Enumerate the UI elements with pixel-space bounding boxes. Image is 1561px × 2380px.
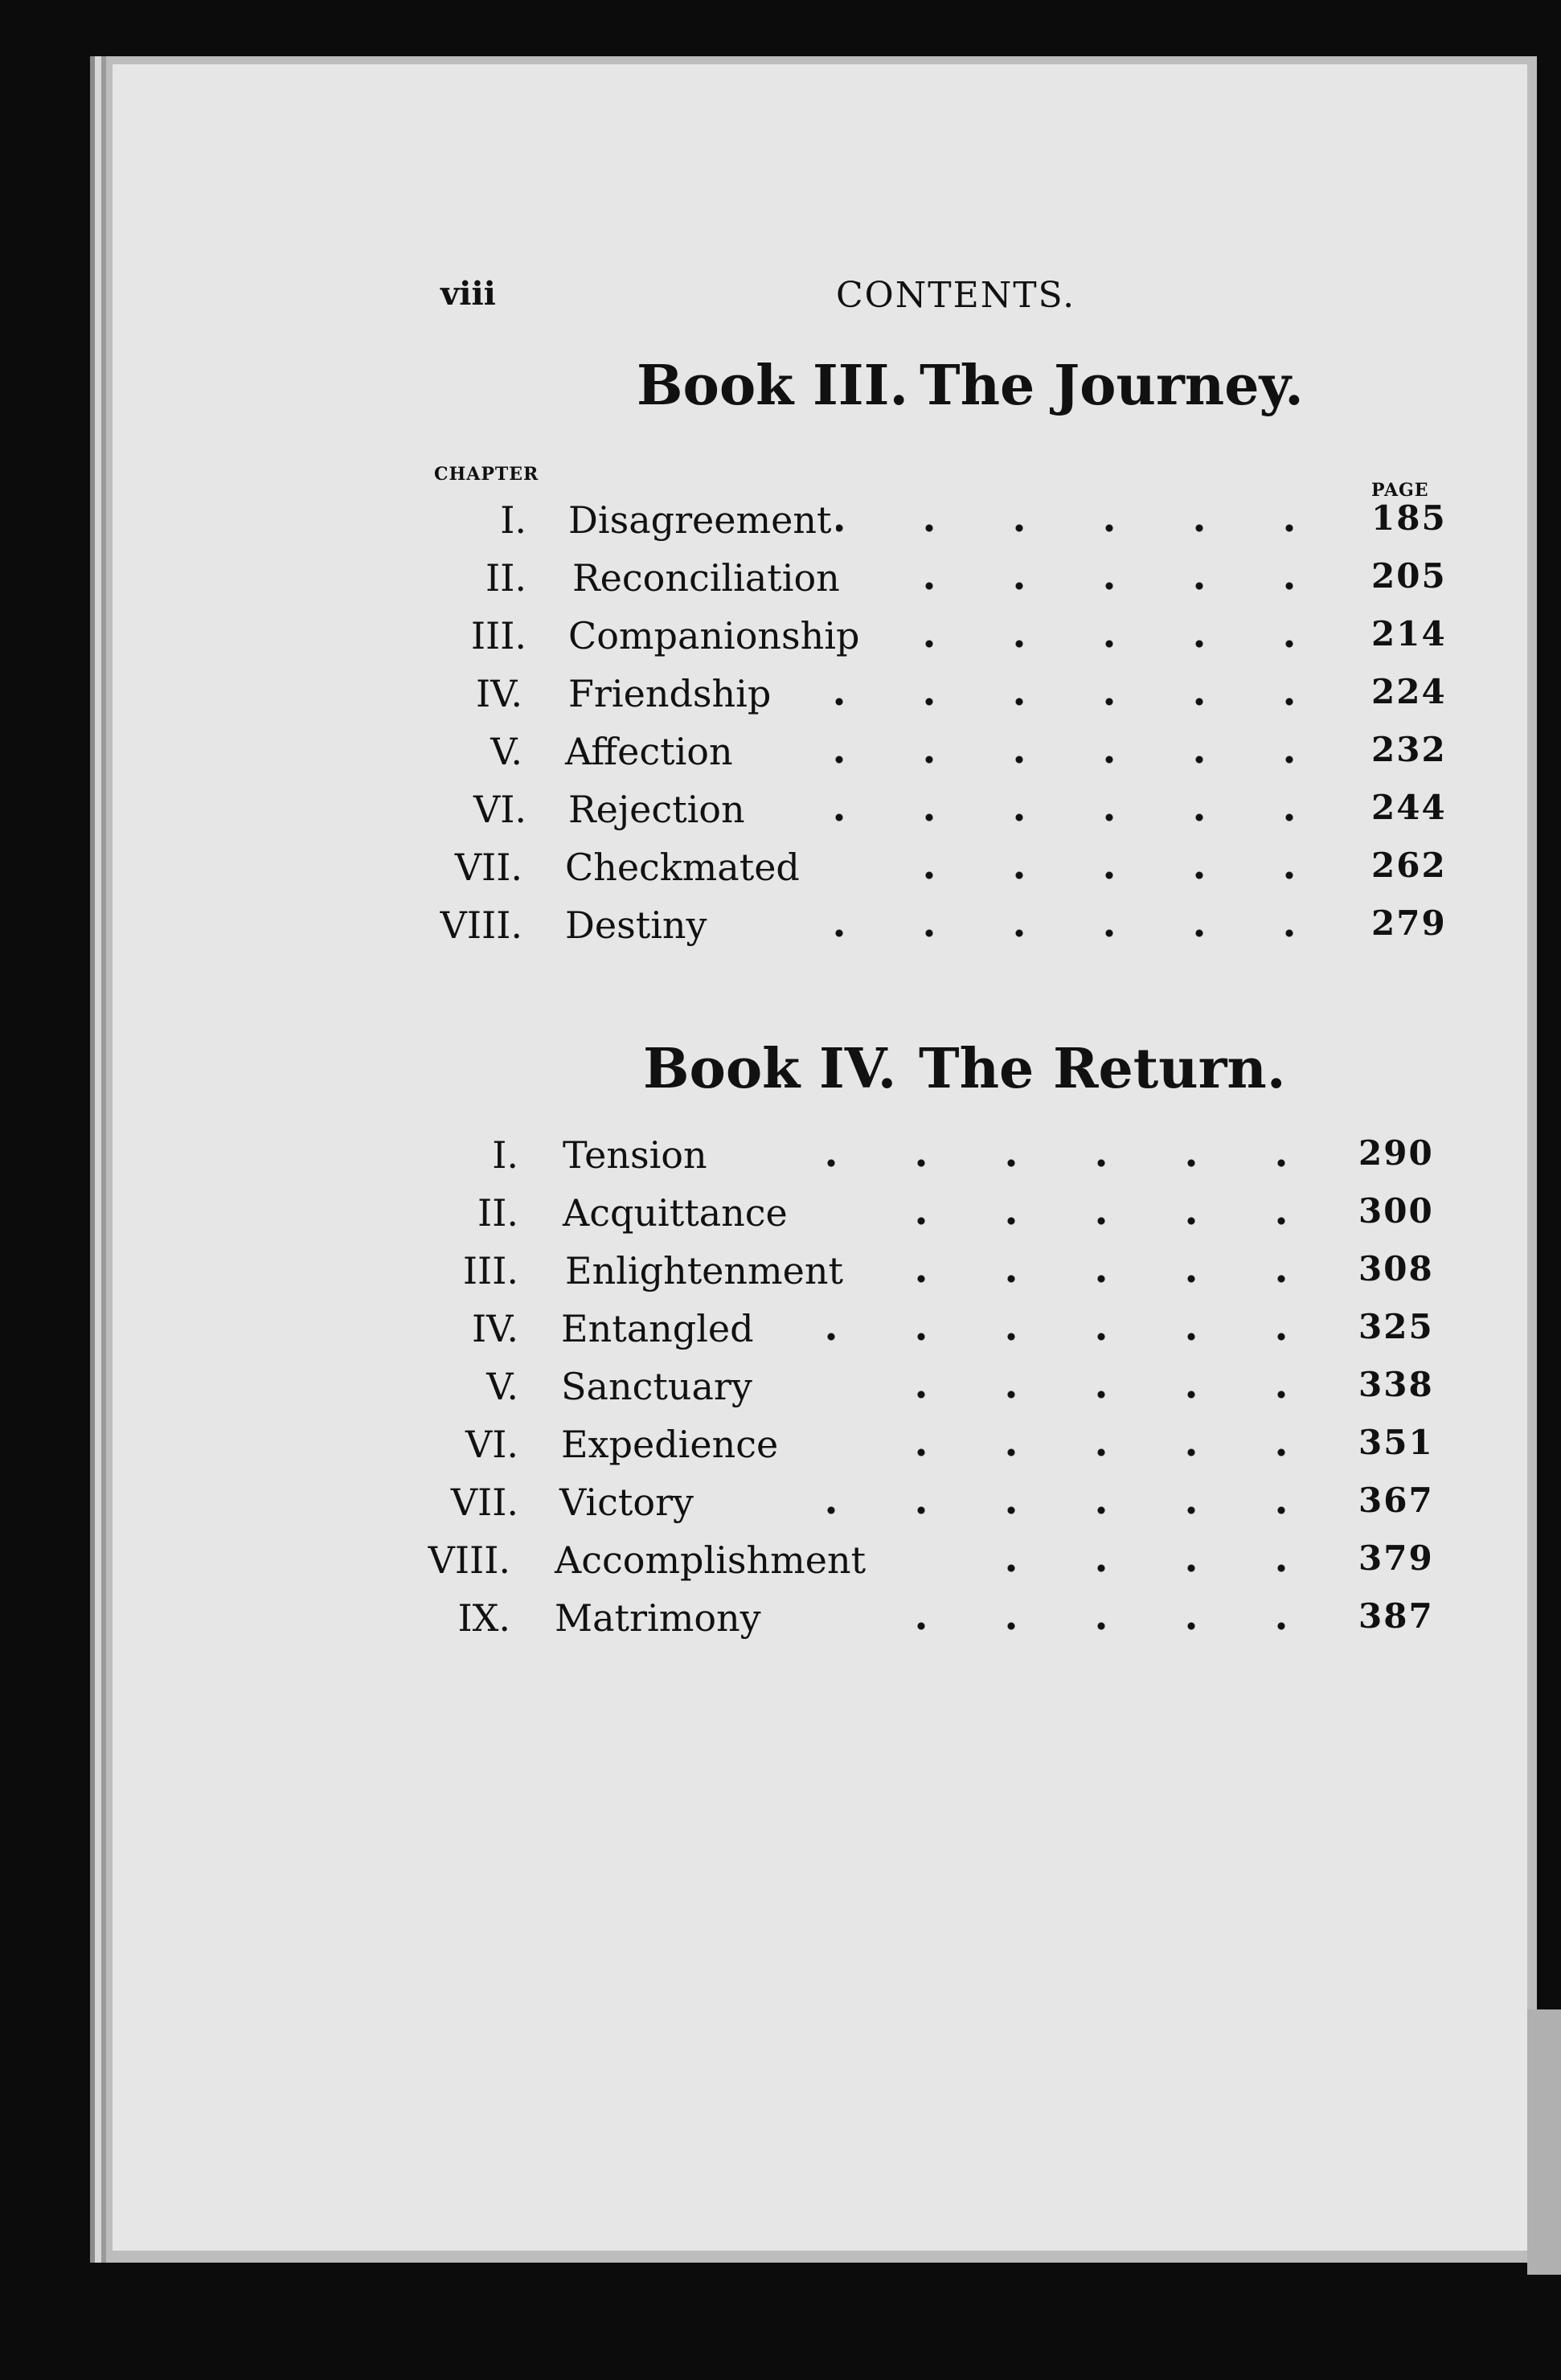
chapter-title: Entangled <box>561 1307 754 1350</box>
page-number: 262 <box>1371 846 1447 885</box>
running-head-title: CONTENTS. <box>836 275 1076 316</box>
chapter-number: VII. <box>454 846 522 889</box>
chapter-number: IX. <box>457 1596 510 1640</box>
chapter-title: Victory <box>559 1481 694 1524</box>
page-number: 205 <box>1371 556 1447 596</box>
page-number: 351 <box>1358 1423 1434 1462</box>
facing-page-edge <box>1527 2009 1561 2275</box>
toc-entry[interactable] <box>113 1596 1527 1654</box>
chapter-title: Tension <box>563 1133 707 1177</box>
chapter-column-label: CHAPTER <box>434 464 539 485</box>
chapter-title: Disagreement <box>568 498 832 542</box>
book-number: Book III. <box>637 354 909 418</box>
dot-leader <box>836 516 1334 540</box>
page-column-label: PAGE <box>1371 480 1429 501</box>
toc-entry[interactable] <box>113 1423 1527 1481</box>
toc-entry[interactable] <box>113 1538 1527 1596</box>
book-title: The Journey. <box>920 354 1304 418</box>
chapter-title: Enlightenment <box>565 1249 843 1292</box>
chapter-number: I. <box>500 498 526 542</box>
toc-entry[interactable] <box>113 903 1527 961</box>
toc-entry[interactable] <box>113 1133 1527 1191</box>
chapter-title: Matrimony <box>555 1596 761 1640</box>
chapter-title: Reconciliation <box>572 556 840 600</box>
book-title: The Return. <box>919 1037 1286 1101</box>
chapter-number: II. <box>477 1191 518 1235</box>
chapter-title: Affection <box>565 730 733 773</box>
page-number: 232 <box>1371 730 1447 769</box>
dot-leader <box>756 1151 1326 1175</box>
toc-entry[interactable] <box>113 1307 1527 1365</box>
page-number: 367 <box>1358 1481 1434 1520</box>
chapter-number: VII. <box>450 1481 518 1524</box>
page-folio: viii <box>440 275 496 313</box>
page-number: 300 <box>1358 1191 1434 1231</box>
chapter-title: Expedience <box>561 1423 779 1466</box>
chapter-number: V. <box>490 730 522 773</box>
page-number: 185 <box>1371 498 1447 538</box>
dot-leader <box>820 1325 1326 1349</box>
toc-list-book-3 <box>113 498 1527 961</box>
chapter-title: Sanctuary <box>561 1365 752 1408</box>
chapter-title: Companionship <box>568 614 860 657</box>
page-number: 244 <box>1371 788 1447 827</box>
chapter-number: IV. <box>476 672 522 715</box>
toc-entry[interactable] <box>113 1191 1527 1249</box>
page-number: 338 <box>1358 1365 1434 1404</box>
dot-leader <box>780 921 1334 945</box>
running-head <box>113 275 1527 323</box>
dot-leader <box>868 1209 1326 1233</box>
book-heading-3 <box>113 354 1527 426</box>
book-page <box>113 64 1527 2251</box>
book-heading-4 <box>113 1037 1527 1109</box>
book-number: Book IV. <box>643 1037 897 1101</box>
dot-leader <box>780 805 1334 830</box>
dot-leader <box>860 863 1334 887</box>
page-number: 387 <box>1358 1596 1434 1636</box>
toc-entry[interactable] <box>113 498 1527 556</box>
chapter-number: V. <box>486 1365 518 1408</box>
toc-list-book-4 <box>113 1133 1527 1654</box>
chapter-title: Destiny <box>565 903 707 947</box>
page-number: 325 <box>1358 1307 1434 1346</box>
toc-entry[interactable] <box>113 730 1527 788</box>
toc-entry[interactable] <box>113 1249 1527 1307</box>
page-number: 279 <box>1371 903 1447 943</box>
chapter-number: II. <box>486 556 526 600</box>
toc-entry[interactable] <box>113 672 1527 730</box>
page-number: 290 <box>1358 1133 1434 1173</box>
toc-entry[interactable] <box>113 788 1527 846</box>
dot-leader <box>852 1440 1326 1464</box>
page-number: 214 <box>1371 614 1447 653</box>
toc-entry[interactable] <box>113 1365 1527 1423</box>
page-number: 224 <box>1371 672 1447 711</box>
chapter-number: IV. <box>472 1307 518 1350</box>
dot-leader <box>780 748 1334 772</box>
chapter-title: Accomplishment <box>555 1538 867 1582</box>
toc-entry[interactable] <box>113 614 1527 672</box>
toc-entry[interactable] <box>113 556 1527 614</box>
chapter-title: Friendship <box>568 672 772 715</box>
chapter-number: III. <box>470 614 526 657</box>
page-number: 308 <box>1358 1249 1434 1288</box>
chapter-title: Rejection <box>568 788 745 831</box>
dot-leader <box>916 1267 1326 1291</box>
dot-leader <box>868 574 1334 598</box>
dot-leader <box>884 632 1334 656</box>
chapter-number: I. <box>492 1133 518 1177</box>
dot-leader <box>780 690 1334 714</box>
toc-entry[interactable] <box>113 1481 1527 1538</box>
chapter-number: VI. <box>465 1423 518 1466</box>
dot-leader <box>852 1614 1326 1638</box>
toc-entry[interactable] <box>113 846 1527 903</box>
dot-leader <box>756 1498 1326 1522</box>
dot-leader <box>965 1556 1326 1580</box>
chapter-title: Checkmated <box>565 846 800 889</box>
chapter-number: VIII. <box>428 1538 510 1582</box>
page-number: 379 <box>1358 1538 1434 1578</box>
chapter-number: VI. <box>473 788 526 831</box>
chapter-number: III. <box>462 1249 518 1292</box>
dot-leader <box>836 1383 1326 1407</box>
chapter-number: VIII. <box>440 903 522 947</box>
chapter-title: Acquittance <box>563 1191 788 1235</box>
